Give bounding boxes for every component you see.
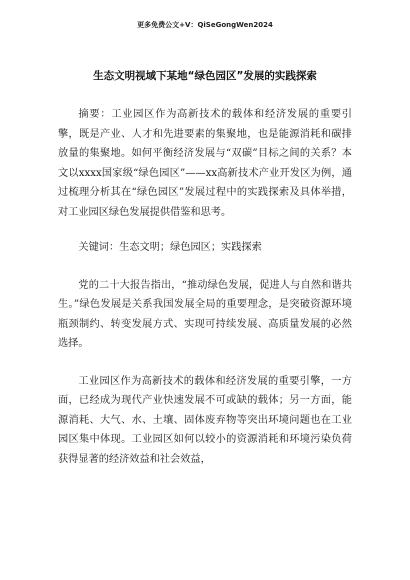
keywords-line: 关键词：生态文明；绿色园区；实践探索 [78,242,262,253]
body-paragraph-2: 工业园区作为高新技术的载体和经济发展的重要引擎，一方面，已经成为现代产业快速发展不可或缺的载体；另一方面，能源消耗、大气、水、土壤、固体废弃物等突出环境问题也在工业园区集中体现。工业园区如何以较小的资源消耗和环境污染负荷获得显著的经济效益和社会效益， [58,375,352,465]
document-title: 生态文明视域下某地“绿色园区”发展的实践探索 [93,70,317,82]
abstract-paragraph: 摘要：工业园区作为高新技术的载体和经济发展的重要引擎，既是产业、人才和先进要素的集聚地，也是能源消耗和碳排放量的集聚地。如何平衡经济发展与“双碳”目标之间的关系？本文以xxxx国家级“绿色园区”——xx高新技术产业开发区为例，通过梳理分析其在“绿色园区”发展过程中的实践探索及具体举措，对工业园区绿色发展提供借鉴和思考。 [58,109,352,218]
header-note: 更多免费公文+V：QiSeGongWen2024 [137,21,273,29]
body-paragraph-1: 党的二十大报告指出，“推动绿色发展，促进人与自然和谐共生。”绿色发展是关系我国发展全局的重要理念，是突破资源环境瓶颈制约、转变发展方式、实现可持续发展、高质量发展的必然选择。 [58,279,352,349]
